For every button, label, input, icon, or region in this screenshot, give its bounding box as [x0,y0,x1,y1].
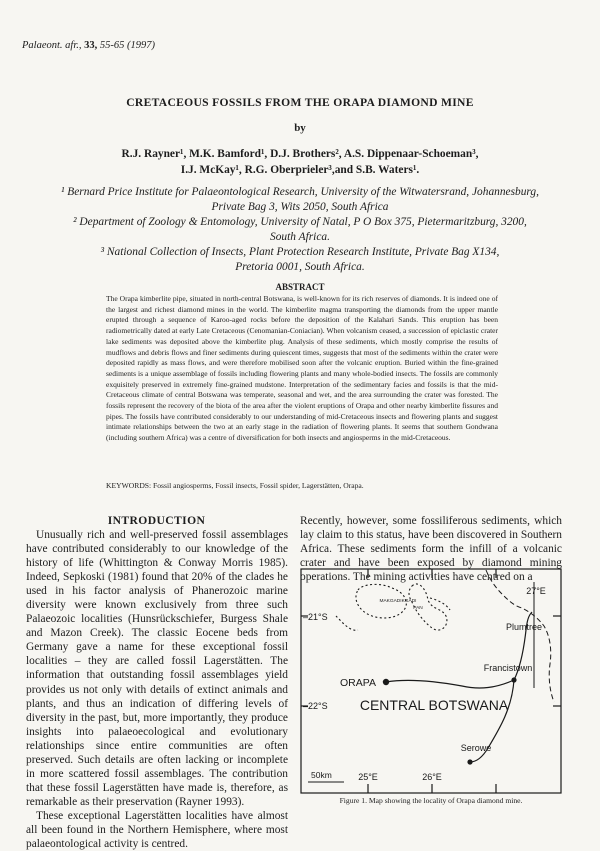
keywords: KEYWORDS: Fossil angiosperms, Fossil insects, Fossil spider, Lagerstätten, Orapa. [106,481,364,490]
serowe-dot [467,759,472,764]
label-plumtree: Plumtree [505,622,543,632]
label-22s: –22°S [303,701,328,711]
map-svg [300,568,562,794]
orapa-dot [383,679,389,685]
figure-caption: Figure 1. Map showing the locality of Orapa diamond mine. [339,796,523,805]
journal-citation [22,40,155,51]
affiliation-1 [0,185,600,215]
journal-volume: 33, [84,40,98,51]
francistown-dot [511,677,516,682]
paper-title: CRETACEOUS FOSSILS FROM THE ORAPA DIAMOND MINE [126,96,474,109]
label-orapa: ORAPA [340,677,376,689]
label-25e: 25°E [358,772,378,782]
label-scale: 50km [311,770,332,780]
abstract-text: The Orapa kimberlite pipe, situated in north-central Botswana, is well-known for its rich reserves of diamonds. It is indeed one of the largest and richest diamond mines in the world. The kimberlite magma transporting the diamonds from the upper mantle erupted through a sequence of Karoo-aged rocks before the deposition of the Kalahari Sands. This eruption has been radiometrically dated at early Late Cretaceous (Cenomanian-Coniacian). When volcanism ceased, a succession of epiclastic crater lake sediments was deposited above the kimberlite plug. Analysis of these sediments, which mostly comprise the results of mudflows and debris flows and finer sediments during quiescent times, suggests that most of the sediments within the crater were deposited rapidly as mass flows, and were therefore mobilised soon after the volcanic eruption. Buried within the fine-grained sediments is a unique assemblage of fossils including flowering plants and many whole-bodied insects. The fossils are commonly exquisitely preserved in extremely fine-grained mudstone. Interpretation of the sedimentary facies and fossils is that the mid-Cretaceous climate of central Botswana was temperate, seasonal and wet, and the area surrounding the crater was forested. The fossils represent the recovery of the biota of the area after the violent eruptions of Orapa and other nearby kimberlite fissures and pipes. The fossils have contributed considerably to our understanding of mid-Cretaceous insects and flowering plants and suggest intimate relationships between the two at an early stage in the radiation of flowering plants. It seems that southern Gondwana (including southern Africa) was a centre of diversification for both insects and angiosperms in the mid-Cretaceous. [106,294,498,443]
affiliation-line: ² Department of Zoology & Entomology, University of Natal, P O Box 375, Pietermaritzburg, 3200, [73,216,527,228]
journal-pages: 55-65 (1997) [99,40,155,51]
author-line: R.J. Rayner¹, M.K. Bamford¹, D.J. Brothers², A.S. Dippenaar-Schoeman³, [121,148,479,160]
label-central-botswana: CENTRAL BOTSWANA [359,697,509,713]
intro-paragraph: Unusually rich and well-preserved fossil assemblages have contributed considerably to our knowledge of the history of life (Whittington & Conway Morris 1985). Indeed, Sepkoski (1981) found that 20% of the clades he used in his factor analysis of Phanerozoic marine diversity were known exclusively from three such Palaeozoic localities (Hunsrückschiefer, Burgess Shale and Mazon Creek). The classic Eocene beds from Germany gave a name for these exceptional fossil localities – they are called fossil Lagerstätten. The information that outstanding fossil assemblages yield provides us not only with details of extinct animals and plants, and thus an indication of differing levels of diversity in the past, but, more importantly, they produce insights into palaeoecological and evolutionary relationships since entire communities are often preserved. Such details are often lacking or incomplete in more scattered fossil assemblages. The contribution that these fossil Lagerstätten have made is, therefore, as remarkable as their preservation (Rayner 1993). [26,529,288,808]
affiliation-2 [0,215,600,245]
author-list [0,146,600,178]
introduction-heading: INTRODUCTION [107,514,206,527]
affiliation-line: ³ National Collection of Insects, Plant Protection Research Institute, Private Bag X134, [100,246,500,258]
author-line: I.J. McKay¹, R.G. Oberprieler³,and S.B. Waters¹. [180,164,420,176]
label-26e: 26°E [422,772,442,782]
left-column [26,528,288,851]
label-makgadikgadi: MAKGADIKGADI [379,599,417,604]
label-francistown: Francistown [483,663,533,673]
affiliation-line: ¹ Bernard Price Institute for Palaeontological Research, University of the Witwatersrand, Johannesburg, [61,186,539,198]
affiliation-line: Pretoria 0001, South Africa. [235,261,365,273]
intro-paragraph: These exceptional Lagerstätten localities have almost all been found in the Northern Hemisphere, where most palaeontological activity is centred. [26,809,288,851]
affiliation-line: Private Bag 3, Wits 2050, South Africa [211,201,389,213]
body-paragraph: Recently, however, some fossiliferous sediments, which lay claim to this status, have been discovered in Southern Africa. These sediments form the infill of a volcanic crater and have been exposed by diamond mining operations. The mining activities have centred on a [300,515,562,584]
label-pan: PAN [413,606,423,611]
journal-name: Palaeont. afr., [22,40,82,51]
affiliation-3 [0,245,600,275]
road-orapa-francistown [386,680,514,688]
label-serowe: Serowe [460,743,492,753]
by-line: by [294,122,306,134]
affiliation-line: South Africa. [270,231,330,243]
label-27e: 27°E [526,586,546,596]
label-21s: –21°S [303,612,328,622]
abstract-heading: ABSTRACT [275,282,325,292]
pan-outline-tail [336,616,358,630]
pan-outline-ext [430,598,450,610]
